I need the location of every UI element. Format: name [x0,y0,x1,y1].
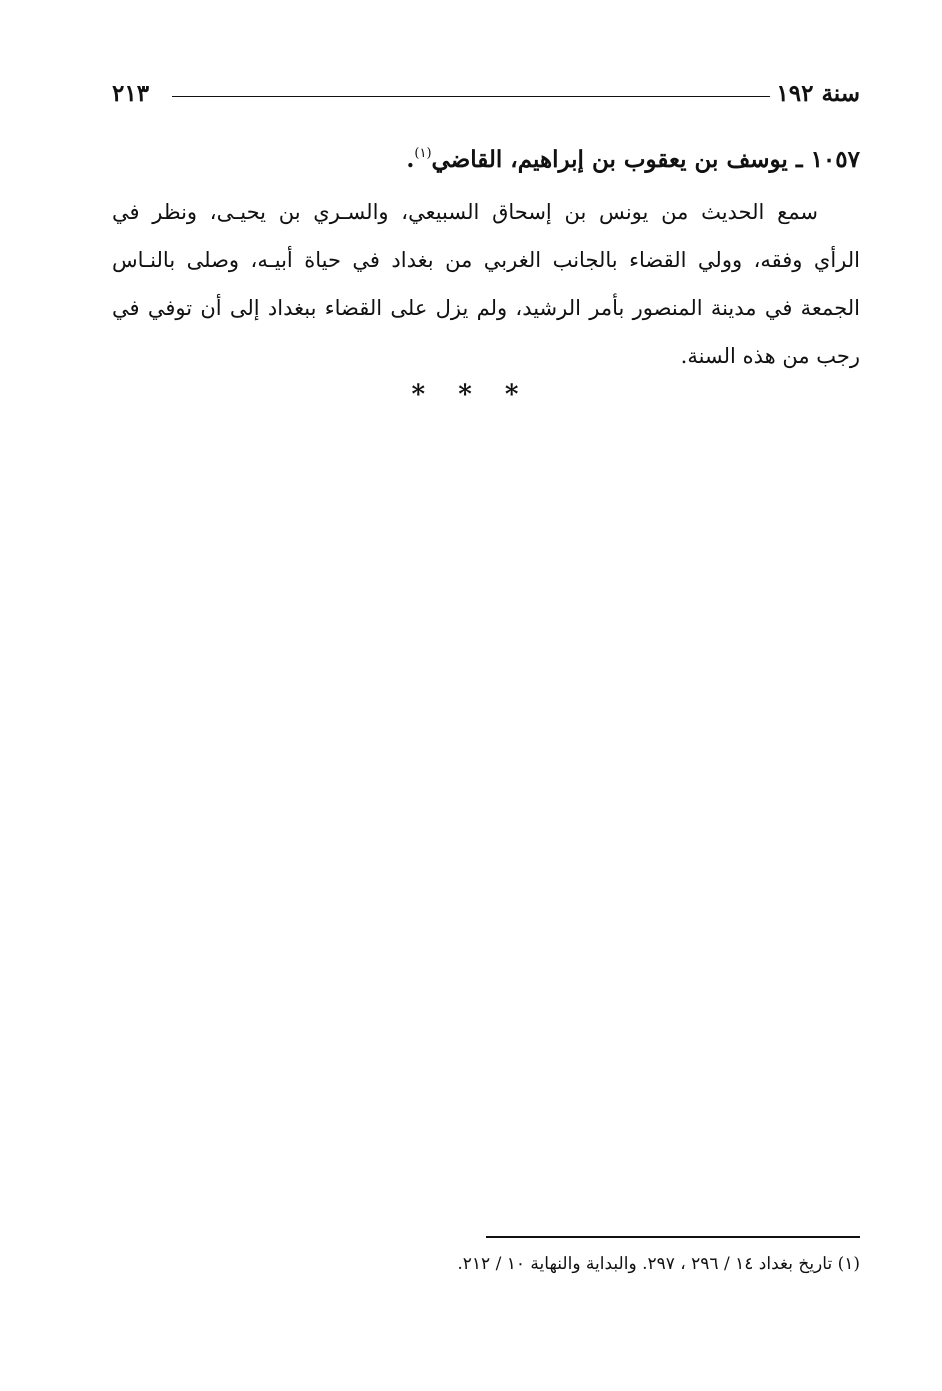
page-number: ٢١٣ [112,80,150,107]
body-line: الجمعة في مدينة المنصور بأمر الرشيد، ولم يزل على القضاء ببغداد إلى أن توفي في [112,296,860,320]
body-line: سمع الحديث من يونس بن إسحاق السبيعي، والسـري بن يحيـى، ونظر في [112,200,818,224]
running-header [112,74,860,114]
footnote: (١) تاريخ بغداد ١٤ / ٢٩٦ ، ٢٩٧. والبداية والنهاية ١٠ / ٢١٢. [457,1254,860,1274]
header-year-label: سنة ١٩٢ [776,80,860,107]
header-rule [172,96,770,97]
entry-body [112,188,860,380]
footnote-marker: (١) [414,146,432,161]
body-line: الرأي وفقه، وولي القضاء بالجانب الغربي من بغداد في حياة أبيـه، وصلى بالنـاس [112,248,860,272]
entry-heading [200,134,860,180]
section-separator: * * * [411,380,531,410]
entry-title-text: ـ يوسف بن يعقوب بن إبراهيم، القاضي [431,146,803,173]
body-line: رجب من هذه السنة. [680,344,860,368]
entry-number: ١٠٥٧ [810,146,860,173]
entry-title-end: . [406,146,415,173]
footnote-rule [486,1236,860,1238]
